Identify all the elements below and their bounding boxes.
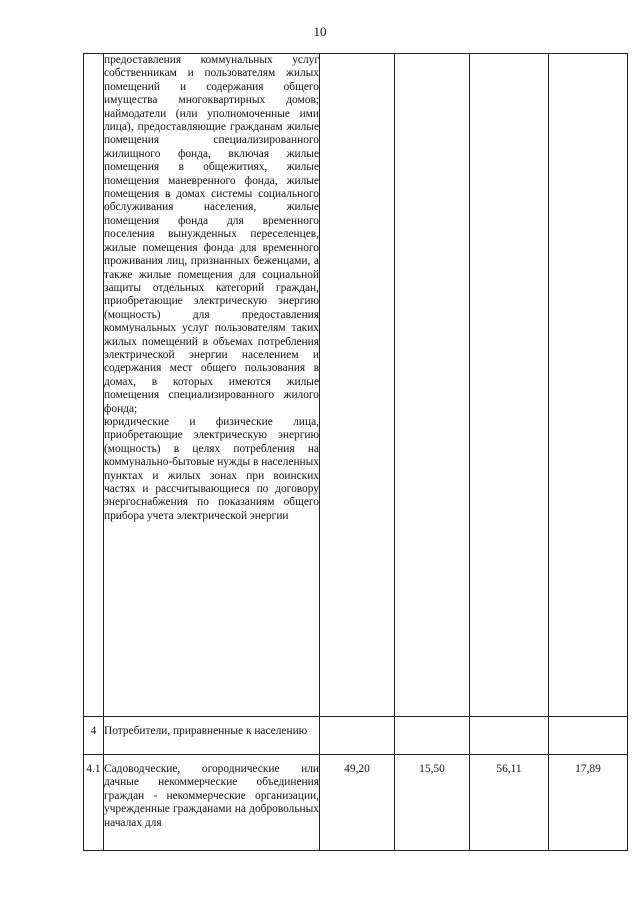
table-row: [84, 54, 628, 717]
description-paragraph: Потребители, приравненные к населению: [104, 725, 308, 737]
row-description: [104, 755, 320, 851]
table-row: [84, 717, 628, 755]
value-cell: 15,50: [395, 755, 470, 851]
value-cell: [395, 717, 470, 755]
value-cell: [395, 54, 470, 717]
description-paragraph: предоставления коммунальных услуг собственникам и пользователям жилых помещений и содержания общего имущества многоквартирных домов; наймодатели (или уполномоченные ими лица), предоставляющие гражданам жилые помещения специализированного жилищного фонда, включая жилые помещения в общежитиях, жилые помещения маневренного фонда, жилые помещения в домах системы социального обслуживания населения, жилые помещения фонда для временного поселения вынужденных переселенцев, жилые помещения фонда для временного проживания лиц, признанных беженцами, а также жилые помещения для социальной защиты отдельных категорий граждан, приобретающие электрическую энергию (мощность) для предоставления коммунальных услуг пользователям таких жилых помещений в объемах потребления электрической энергии населением и содержания мест общего пользования в домах, в которых имеются жилые помещения специализированного жилого фонда;: [104, 54, 319, 415]
value-cell: 17,89: [549, 755, 628, 851]
value-cell: 56,11: [470, 755, 549, 851]
value-cell: [470, 717, 549, 755]
row-description: [104, 54, 320, 717]
row-description: [104, 717, 320, 755]
row-number: 4.1: [84, 755, 104, 851]
page-number: 10: [313, 24, 327, 39]
value-cell: [549, 54, 628, 717]
description-paragraph: Садоводческие, огороднические или дачные некоммерческие объединения граждан - некоммерческие организации, учрежденные гражданами на добровольных началах для: [104, 763, 319, 829]
table-row: [84, 755, 628, 851]
row-number: [84, 54, 104, 717]
value-cell: [470, 54, 549, 717]
value-cell: [320, 717, 395, 755]
description-paragraph-2: юридические и физические лица, приобретающие электрическую энергию (мощность) в целях потребления на коммунально-бытовые нужды в населенных пунктах и жилых зонах при воинских частях и рассчитывающиеся по договору энергоснабжения по показаниям общего прибора учета электрической энергии: [104, 415, 319, 522]
value-cell: 49,20: [320, 755, 395, 851]
value-cell: [549, 717, 628, 755]
value-cell: [320, 54, 395, 717]
tariff-table: [83, 53, 628, 851]
row-number: 4: [84, 717, 104, 755]
